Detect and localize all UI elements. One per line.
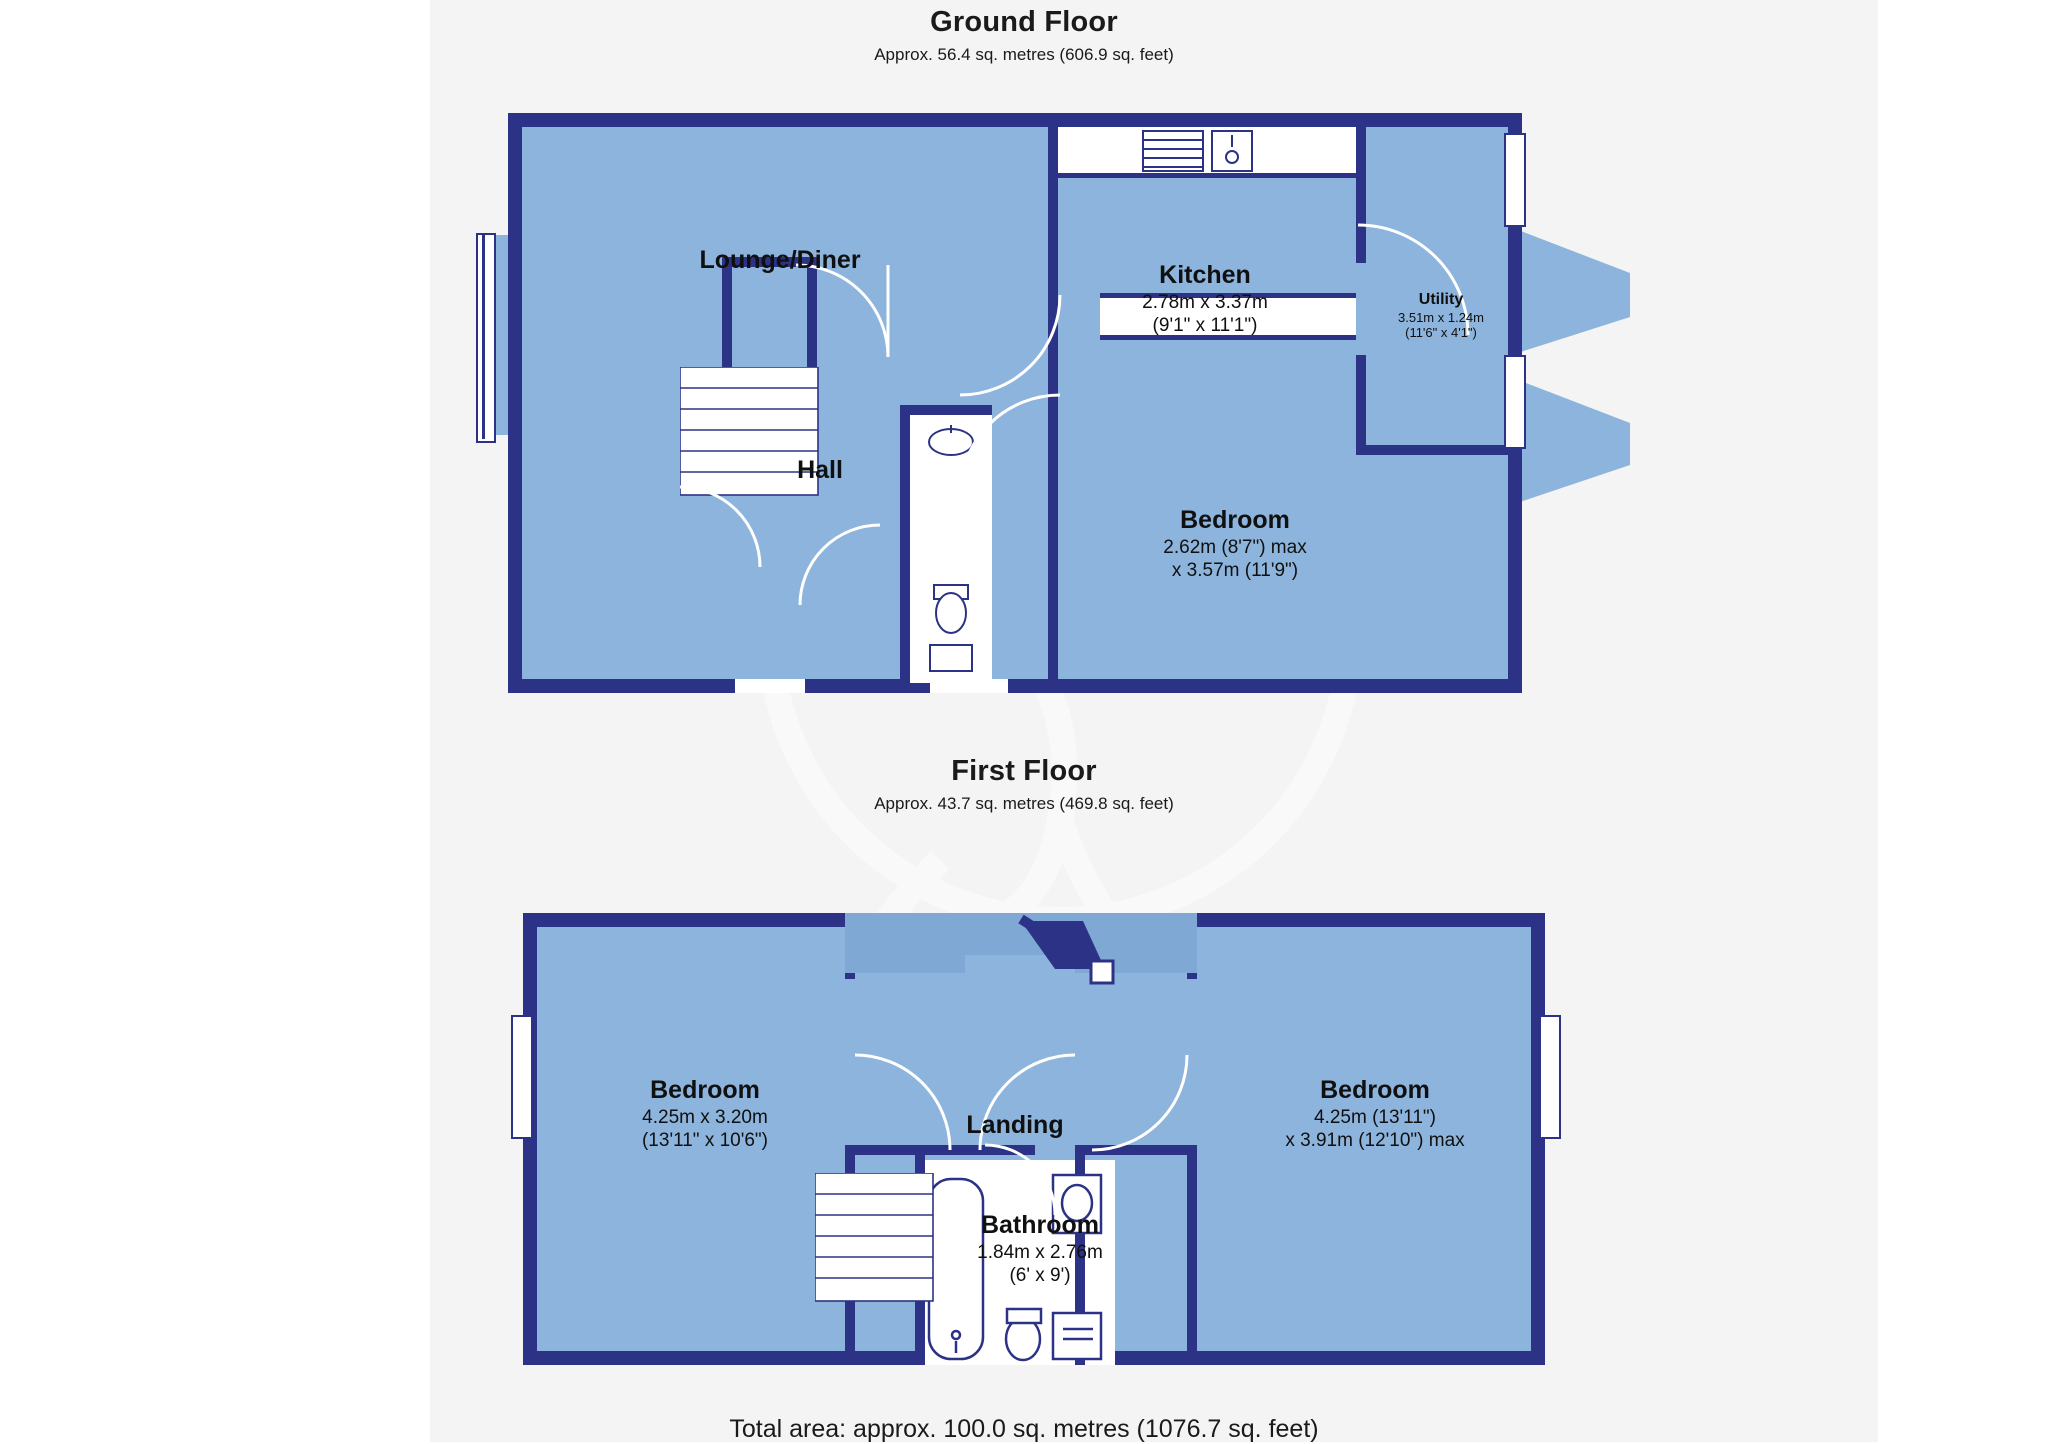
window-mullion-lounge <box>482 233 485 439</box>
first-floor-plan <box>515 905 1575 1375</box>
window-icon-lounge-bay <box>476 233 496 443</box>
room-label-hall: Hall <box>797 456 843 484</box>
door-swing-icon-group <box>500 105 1620 705</box>
room-label-lounge-diner: Lounge/Diner <box>699 246 861 274</box>
page-title-first: First Floor <box>951 755 1097 787</box>
room-label-bedroom-right: Bedroom 4.25m (13'11") x 3.91m (12'10") max <box>1285 1076 1465 1151</box>
page-title-ground: Ground Floor <box>930 6 1118 38</box>
first-floor-area: Approx. 43.7 sq. metres (469.8 sq. feet) <box>874 794 1174 813</box>
ground-floor-plan <box>500 105 1620 705</box>
room-label-bedroom-left: Bedroom 4.25m x 3.20m (13'11" x 10'6") <box>641 1076 768 1151</box>
room-label-bathroom: Bathroom 1.84m x 2.76m (6' x 9') <box>977 1211 1103 1286</box>
ground-floor-area: Approx. 56.4 sq. metres (606.9 sq. feet) <box>874 45 1174 64</box>
room-label-bedroom-ground: Bedroom 2.62m (8'7") max x 3.57m (11'9") <box>1163 506 1307 581</box>
total-area-text: Total area: approx. 100.0 sq. metres (1076.7 sq. feet) <box>729 1415 1319 1443</box>
room-label-kitchen: Kitchen 2.78m x 3.37m (9'1" x 11'1") <box>1142 261 1268 336</box>
room-label-landing: Landing <box>966 1111 1064 1139</box>
room-label-utility: Utility 3.51m x 1.24m (11'6" x 4'1") <box>1398 291 1484 341</box>
ground-floor-title-block <box>0 6 2048 65</box>
first-floor-title-block <box>0 755 2048 814</box>
